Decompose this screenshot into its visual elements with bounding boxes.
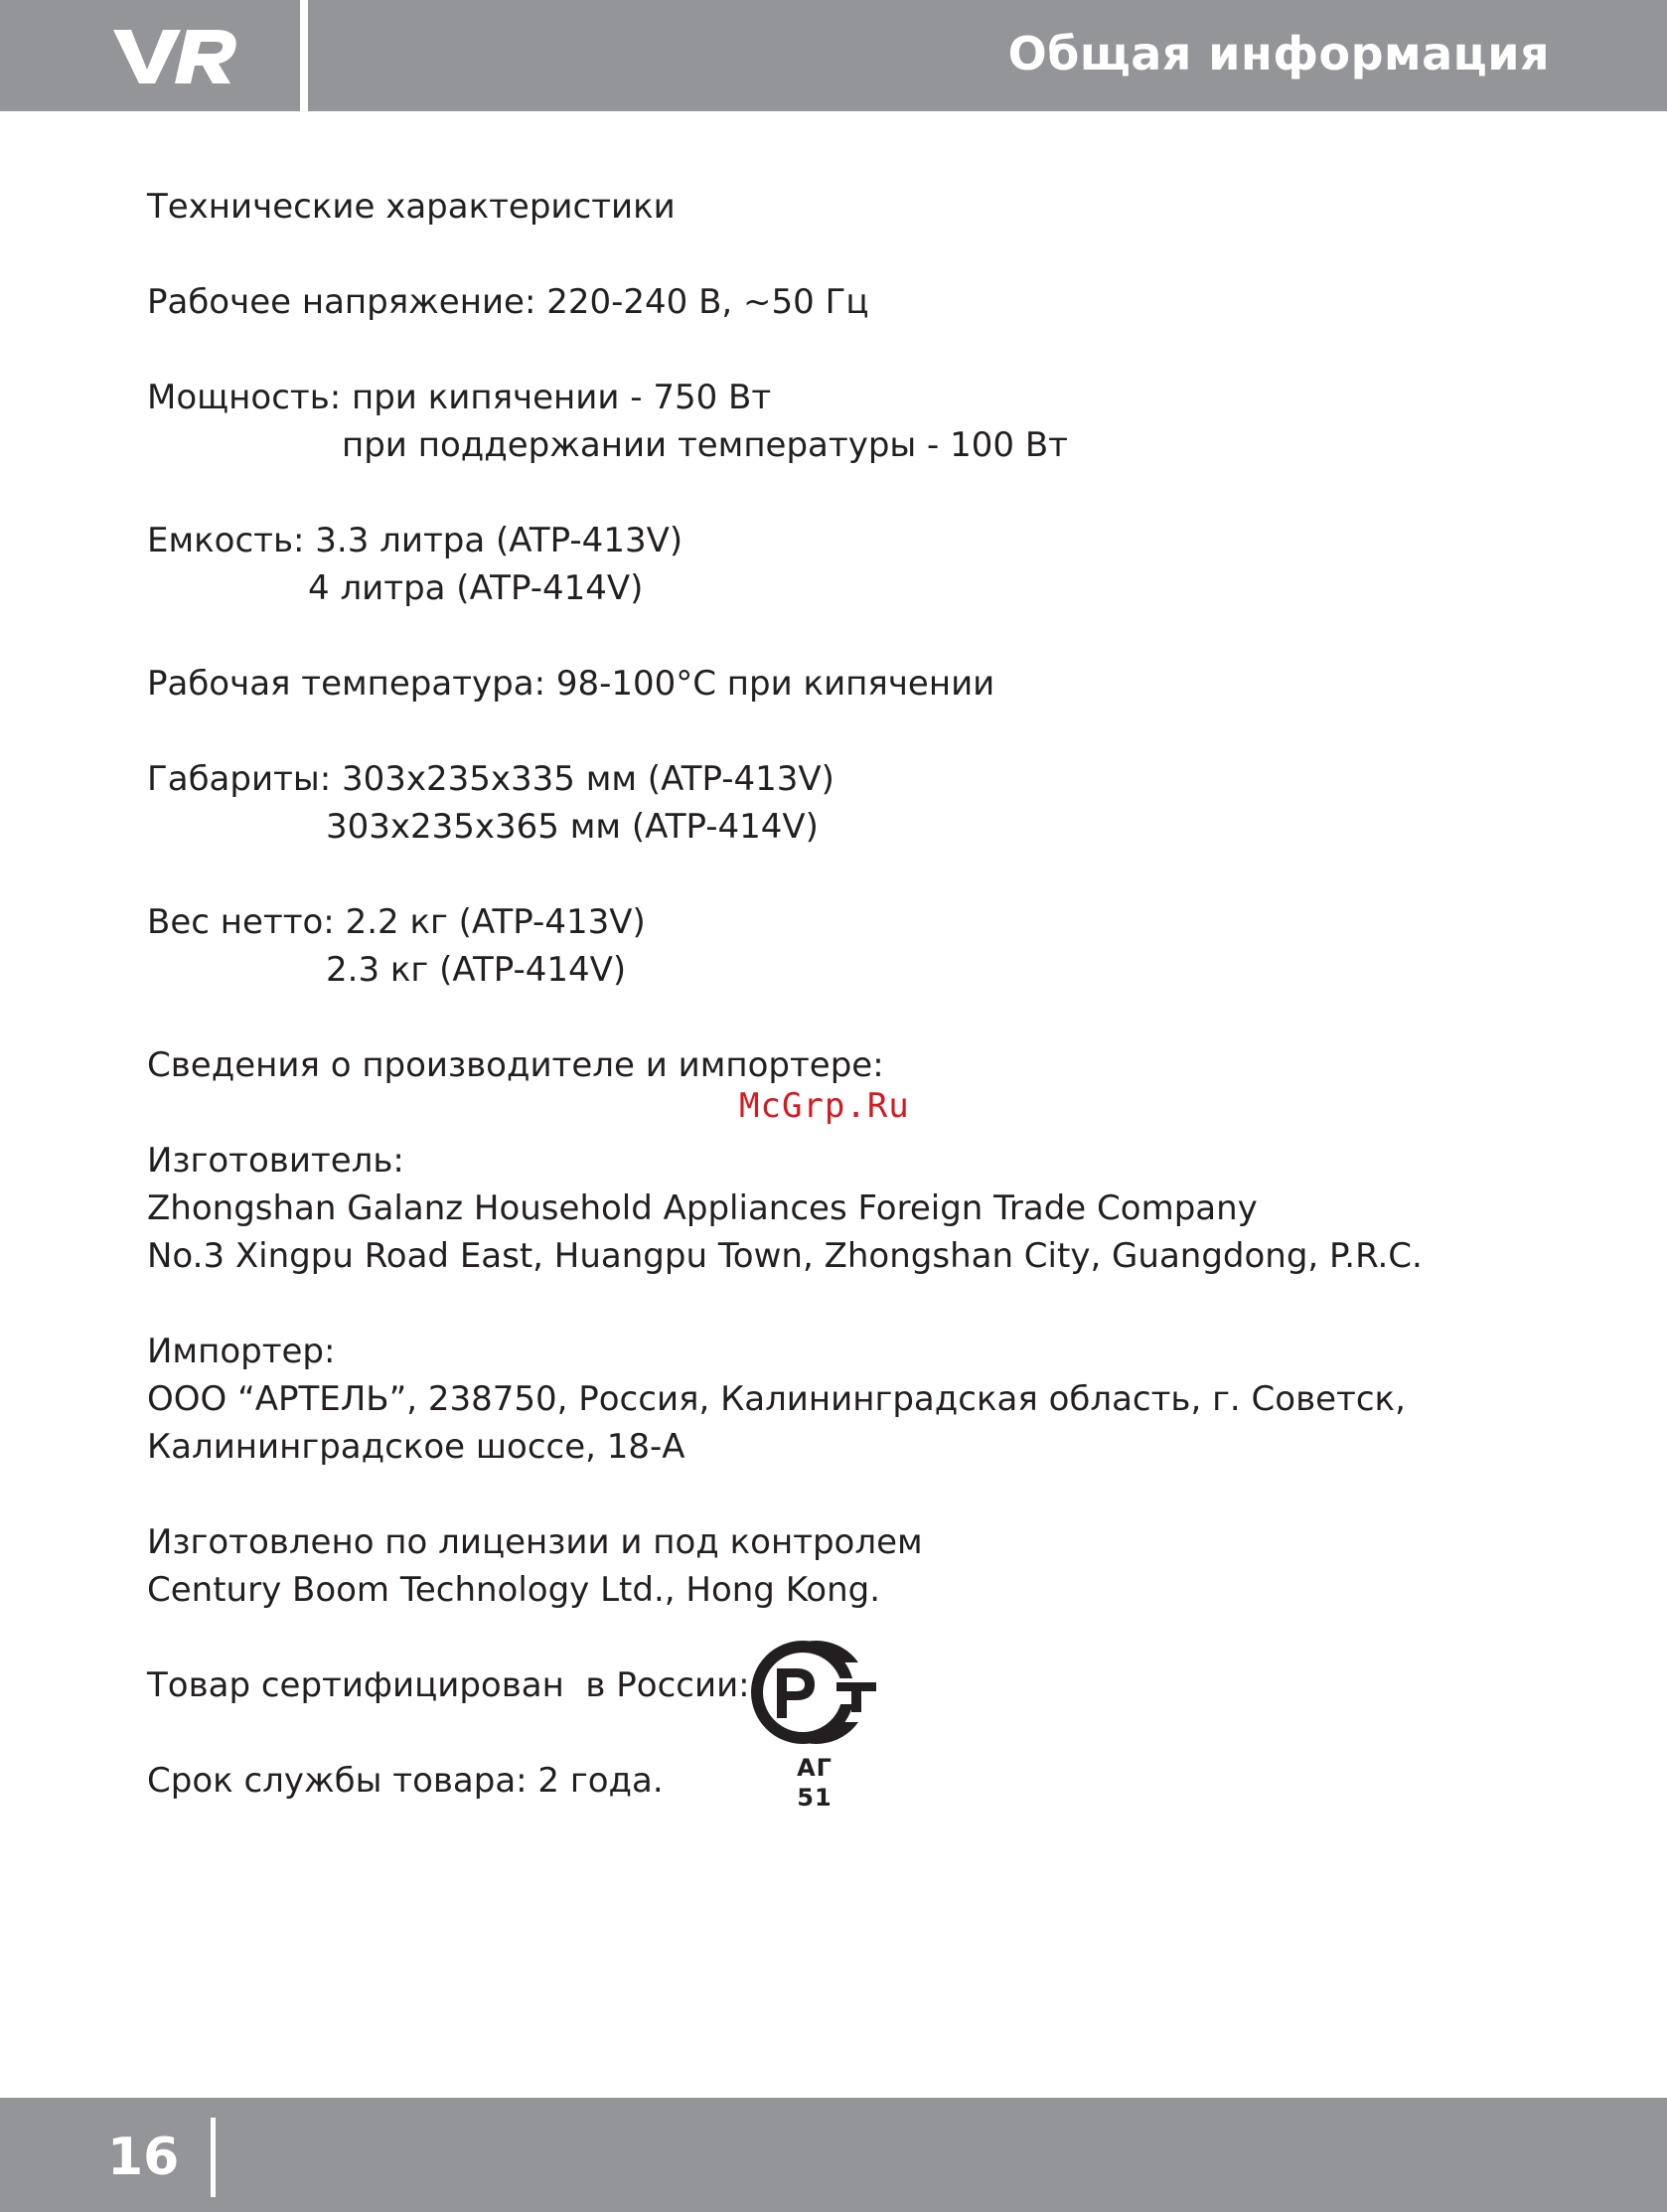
spec-voltage: Рабочее напряжение: 220-240 В, ~50 Гц — [147, 282, 869, 322]
maker-label: Изготовитель: — [147, 1141, 404, 1181]
watermark-text: McGrp.Ru — [739, 1086, 910, 1126]
importer-address: ООО “АРТЕЛЬ”, 238750, Россия, Калининградская область, г. Советск, — [147, 1379, 1406, 1419]
spec-capacity: Емкость: 3.3 литра (ATP-413V) — [147, 521, 683, 560]
spec-weight-alt: 2.3 кг (ATP-414V) — [326, 950, 627, 990]
spec-weight: Вес нетто: 2.2 кг (ATP-413V) — [147, 902, 646, 942]
page-header — [0, 0, 1667, 111]
spec-dimensions: Габариты: 303х235х335 мм (ATP-413V) — [147, 759, 834, 799]
vr-logo-mark — [111, 22, 240, 91]
manufacturer-heading: Сведения о производителе и импортере: — [147, 1045, 884, 1085]
license-text: Изготовлено по лицензии и под контролем — [147, 1522, 923, 1562]
spec-power: Мощность: при кипячении - 750 Вт — [147, 378, 772, 417]
header-divider — [300, 0, 308, 111]
service-life: Срок службы товара: 2 года. — [147, 1761, 664, 1801]
certification-code: АГ 51 — [797, 1754, 833, 1812]
certified-text: Товар сертифицирован в России: — [147, 1665, 750, 1705]
page-title: Общая информация — [1007, 27, 1550, 80]
spec-capacity-alt: 4 литра (ATP-414V) — [308, 568, 644, 608]
maker-address: No.3 Xingpu Road East, Huangpu Town, Zhongshan City, Guangdong, P.R.C. — [147, 1236, 1423, 1276]
page-number: 16 — [107, 2128, 180, 2187]
page-footer — [0, 2098, 1667, 2212]
spec-dimensions-alt: 303х235х365 мм (ATP-414V) — [326, 807, 819, 847]
vr-logo — [111, 22, 240, 91]
spec-power-hold: при поддержании температуры - 100 Вт — [342, 425, 1068, 465]
footer-divider — [211, 2118, 216, 2197]
importer-label: Импортер: — [147, 1332, 336, 1371]
spec-temperature: Рабочая температура: 98-100°С при кипячении — [147, 664, 995, 704]
specs-heading: Технические характеристики — [147, 187, 676, 227]
importer-address-cont: Калининградское шоссе, 18-А — [147, 1427, 685, 1467]
rst-logo-icon — [741, 1635, 880, 1749]
maker-name: Zhongshan Galanz Household Appliances Foreign Trade Company — [147, 1188, 1258, 1228]
license-company: Century Boom Technology Ltd., Hong Kong. — [147, 1570, 881, 1610]
page-content — [147, 183, 1518, 1805]
